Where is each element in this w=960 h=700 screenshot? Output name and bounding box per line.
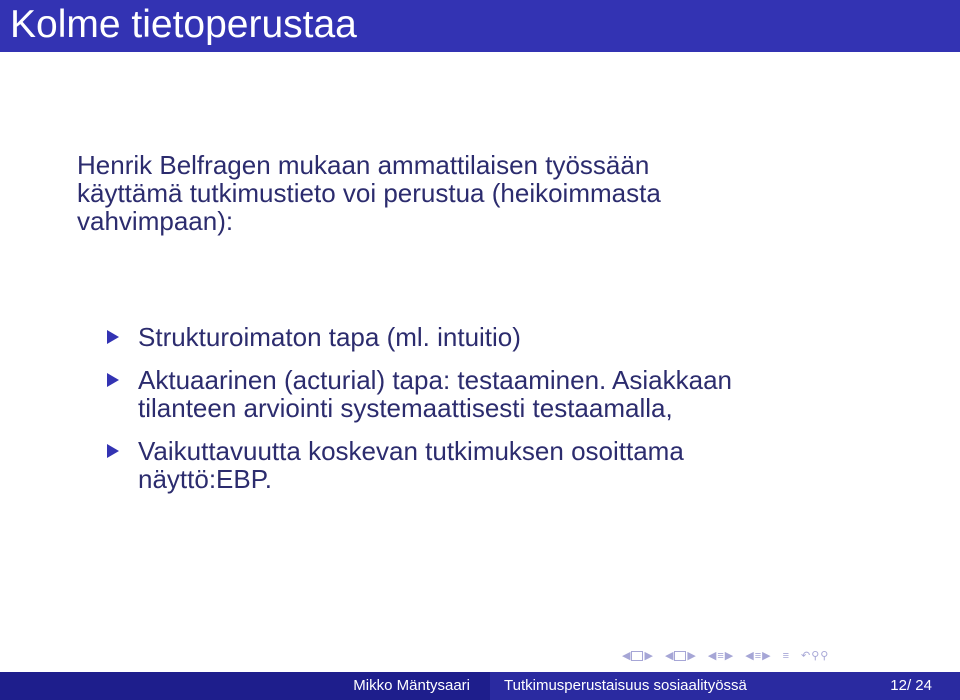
intro-line: käyttämä tutkimustieto voi perustua (heikoimmasta bbox=[77, 178, 661, 208]
nav-left-arrow-icon[interactable]: ◀ bbox=[745, 650, 754, 662]
bullet-item bbox=[103, 437, 923, 493]
beamer-navigation bbox=[622, 648, 837, 664]
nav-left-arrow-icon[interactable]: ◀ bbox=[707, 650, 717, 662]
nav-section-group[interactable] bbox=[708, 649, 733, 663]
nav-subsection-group[interactable] bbox=[665, 649, 696, 663]
footer-page-number: 12/ 24 bbox=[890, 677, 932, 694]
intro-line: Henrik Belfragen mukaan ammattilaisen työssään bbox=[77, 150, 650, 180]
bullet-line: Vaikuttavuutta koskevan tutkimuksen osoittama bbox=[138, 436, 684, 466]
bullet-line: Aktuaarinen (acturial) tapa: testaaminen. Asiakkaan bbox=[138, 365, 733, 395]
search-icon[interactable]: ⚲ bbox=[820, 650, 829, 662]
intro-text bbox=[77, 151, 897, 235]
footer bbox=[0, 672, 960, 700]
triangle-bullet-icon bbox=[107, 444, 119, 458]
nav-document-group[interactable] bbox=[745, 649, 770, 663]
triangle-bullet-icon bbox=[107, 330, 119, 344]
nav-document-icon[interactable]: ≡ bbox=[754, 650, 762, 662]
bullet-line: Strukturoimaton tapa (ml. intuitio) bbox=[138, 322, 521, 352]
bullet-item bbox=[103, 323, 923, 351]
nav-right-arrow-icon[interactable]: ▶ bbox=[644, 650, 653, 662]
nav-left-arrow-icon[interactable]: ◀ bbox=[622, 650, 631, 662]
nav-section-icon[interactable]: ≡ bbox=[717, 650, 724, 662]
triangle-bullet-icon bbox=[107, 373, 119, 387]
title-bar bbox=[0, 0, 960, 52]
footer-course-block bbox=[490, 672, 960, 700]
slide-title: Kolme tietoperustaa bbox=[10, 3, 357, 46]
search-icon[interactable]: ⚲ bbox=[811, 650, 820, 662]
nav-left-arrow-icon[interactable]: ◀ bbox=[664, 650, 674, 662]
nav-frame-group[interactable] bbox=[622, 649, 653, 663]
nav-right-arrow-icon[interactable]: ▶ bbox=[687, 650, 696, 662]
nav-appendix-icon[interactable]: ≡ bbox=[782, 650, 790, 662]
nav-subsection-icon[interactable] bbox=[674, 651, 686, 661]
bullet-line: tilanteen arviointi systemaattisesti testaamalla, bbox=[138, 393, 673, 423]
nav-search-group[interactable] bbox=[801, 649, 828, 663]
nav-right-arrow-icon[interactable]: ▶ bbox=[724, 650, 734, 662]
bullet-line: näyttö:EBP. bbox=[138, 464, 272, 494]
footer-author: Mikko Mäntysaari bbox=[0, 672, 490, 700]
bullet-list bbox=[103, 323, 923, 508]
nav-appendix-group[interactable] bbox=[783, 649, 789, 663]
nav-right-arrow-icon[interactable]: ▶ bbox=[762, 650, 771, 662]
nav-back-icon[interactable]: ↶ bbox=[801, 650, 811, 662]
intro-line: vahvimpaan): bbox=[77, 206, 234, 236]
nav-frame-icon[interactable] bbox=[631, 651, 643, 661]
bullet-item bbox=[103, 366, 923, 422]
footer-course: Tutkimusperustaisuus sosiaalityössä bbox=[504, 677, 747, 694]
